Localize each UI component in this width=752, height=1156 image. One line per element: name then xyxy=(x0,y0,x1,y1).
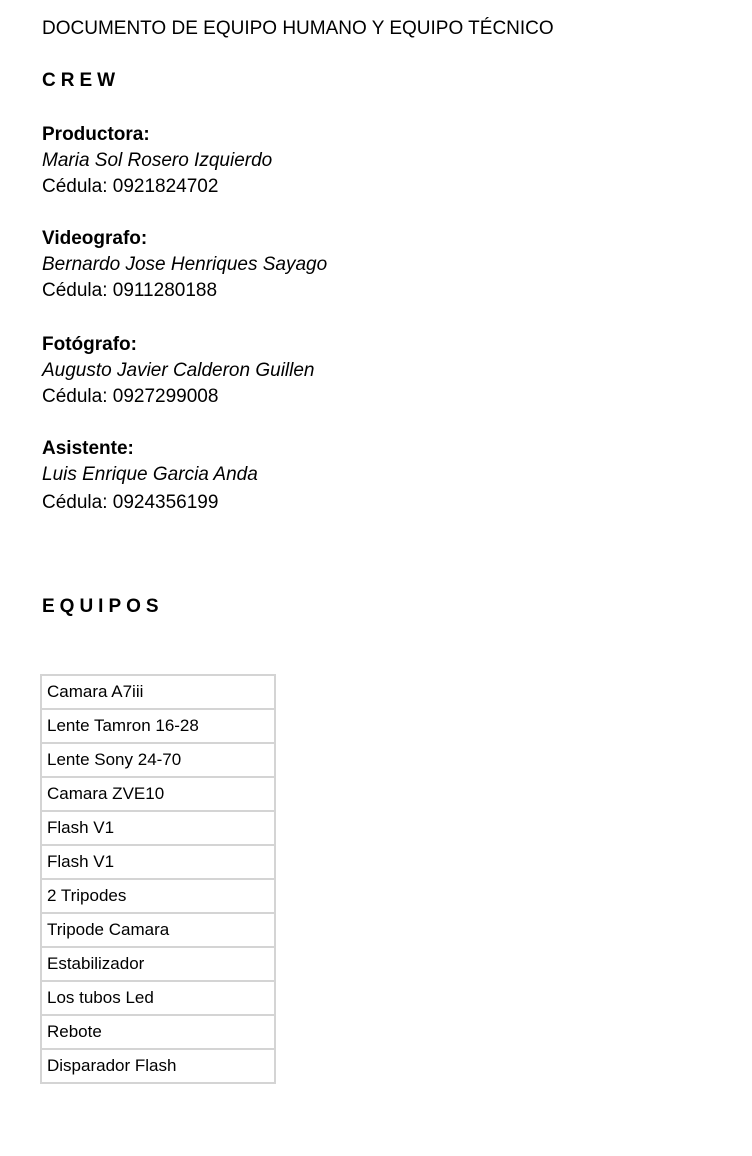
table-row xyxy=(41,947,275,981)
table-row xyxy=(41,709,275,743)
crew-name: Luis Enrique Garcia Anda xyxy=(42,464,258,485)
table-row xyxy=(41,811,275,845)
table-row xyxy=(41,1049,275,1083)
table-cell: 2 Tripodes xyxy=(41,879,275,913)
crew-member-producer xyxy=(42,122,272,200)
table-row xyxy=(41,1015,275,1049)
table-cell: Disparador Flash xyxy=(41,1049,275,1083)
table-cell: Lente Tamron 16-28 xyxy=(41,709,275,743)
table-cell: Lente Sony 24-70 xyxy=(41,743,275,777)
table-cell: Camara ZVE10 xyxy=(41,777,275,811)
document-title: DOCUMENTO DE EQUIPO HUMANO Y EQUIPO TÉCNICO xyxy=(42,18,554,39)
crew-role: Asistente: xyxy=(42,438,134,459)
crew-id: Cédula: 0921824702 xyxy=(42,176,219,197)
crew-name: Bernardo Jose Henriques Sayago xyxy=(42,254,328,275)
table-row xyxy=(41,879,275,913)
crew-role: Productora: xyxy=(42,124,150,145)
table-row xyxy=(41,743,275,777)
crew-name: Augusto Javier Calderon Guillen xyxy=(42,360,315,381)
table-cell: Los tubos Led xyxy=(41,981,275,1015)
crew-id: Cédula: 0924356199 xyxy=(42,492,219,513)
crew-member-videographer xyxy=(42,226,327,304)
equipment-heading: EQUIPOS xyxy=(42,596,164,617)
crew-member-assistant xyxy=(42,436,258,516)
table-cell: Estabilizador xyxy=(41,947,275,981)
crew-role: Fotógrafo: xyxy=(42,334,137,355)
equipment-table xyxy=(40,674,276,1084)
table-row xyxy=(41,777,275,811)
crew-id: Cédula: 0911280188 xyxy=(42,280,218,301)
crew-role: Videografo: xyxy=(42,228,148,249)
table-cell: Rebote xyxy=(41,1015,275,1049)
table-cell: Flash V1 xyxy=(41,845,275,879)
table-cell: Camara A7iii xyxy=(41,675,275,709)
crew-member-photographer xyxy=(42,332,315,410)
table-cell: Tripode Camara xyxy=(41,913,275,947)
table-row xyxy=(41,981,275,1015)
table-row xyxy=(41,845,275,879)
table-row xyxy=(41,913,275,947)
crew-heading: CREW xyxy=(42,70,121,91)
crew-name: Maria Sol Rosero Izquierdo xyxy=(42,150,273,171)
table-cell: Flash V1 xyxy=(41,811,275,845)
crew-id: Cédula: 0927299008 xyxy=(42,386,219,407)
table-row xyxy=(41,675,275,709)
